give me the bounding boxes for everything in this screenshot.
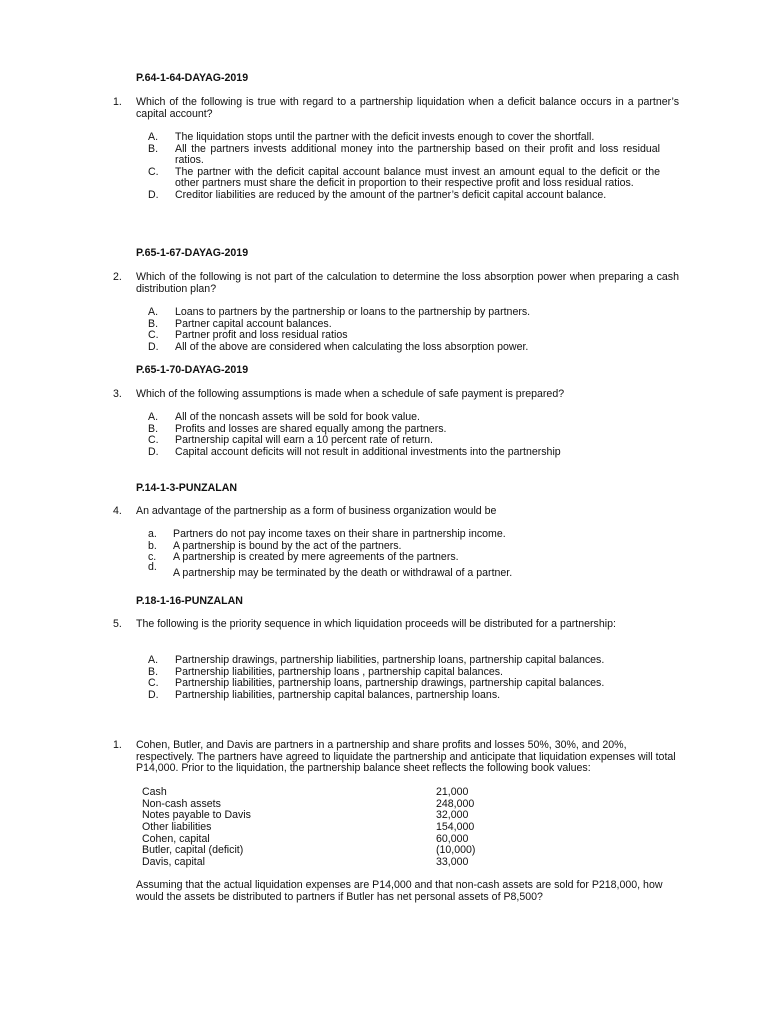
question-1 xyxy=(113,97,679,120)
option: D. Partnership liabilities, partnership capital balances, partnership loans. xyxy=(148,688,501,701)
question-number: 2. xyxy=(113,271,122,283)
balance-row: Cohen, capital 60,000 xyxy=(142,832,469,845)
option: D. All of the above are considered when calculating the loss absorption power. xyxy=(148,340,529,353)
balance-row: Notes payable to Davis 32,000 xyxy=(142,809,469,822)
options-list xyxy=(148,412,660,458)
option: A. Partnership drawings, partnership liabilities, partnership loans, partnership capital balances. xyxy=(148,654,605,666)
option: A. Loans to partners by the partnership or loans to the partnership by partners. xyxy=(148,306,531,318)
option: A. The liquidation stops until the partner with the deficit invests enough to cover the shortfall. xyxy=(148,131,595,143)
followup-text: Assuming that the actual liquidation expenses are P14,000 and that non-cash assets are sold for P218,000, how would the assets be distributed to partners if Butler has net personal assets of P8,500? xyxy=(136,879,663,903)
question-4 xyxy=(113,506,679,518)
option: a. Partners do not pay income taxes on their share in partnership income. xyxy=(148,528,506,540)
option: C. Partnership liabilities, partnership loans, partnership drawings, partnership capital balances. xyxy=(148,677,605,690)
option: B. Partnership liabilities, partnership loans , partnership capital balances. xyxy=(148,665,503,678)
section-heading: P.64-1-64-DAYAG-2019 xyxy=(136,72,249,84)
option: C. Partnership capital will earn a 10 percent rate of return. xyxy=(148,434,433,447)
question-number: 1. xyxy=(113,96,122,108)
question-text: Which of the following is not part of the calculation to determine the loss absorption power when preparing a cash distribution plan? xyxy=(136,271,679,295)
question-text: Which of the following is true with regard to a partnership liquidation when a deficit balance occurs in a partner’s capital account? xyxy=(136,96,679,120)
options-list xyxy=(148,529,660,579)
balance-sheet xyxy=(142,787,502,869)
balance-row: Butler, capital (deficit) (10,000) xyxy=(142,844,476,857)
option: D. Capital account deficits will not result in additional investments into the partnership xyxy=(148,445,561,458)
question-text: The following is the priority sequence in which liquidation proceeds will be distributed for a partnership: xyxy=(136,618,616,630)
options-list xyxy=(148,307,660,353)
option: c. A partnership is created by mere agreements of the partners. xyxy=(148,551,459,564)
balance-row: Non-cash assets 248,000 xyxy=(142,797,475,810)
option: b. A partnership is bound by the act of the partners. xyxy=(148,539,402,552)
option: D. Creditor liabilities are reduced by the amount of the partner’s deficit capital account balance. xyxy=(148,188,607,201)
section-heading: P.18-1-16-PUNZALAN xyxy=(136,595,243,607)
option: C. The partner with the deficit capital account balance must invest an amount equal to the deficit or the other partners must share the deficit in proportion to their respective profit and loss residual ratios. xyxy=(148,165,660,190)
problem-text: Cohen, Butler, and Davis are partners in a partnership and share profits and losses 50%, 30%, and 20%, respectively. The partners have agreed to liquidate the partnership and anticipate that liquidation expenses will total P14,000. Prior to the liquidation, the partnership balance sheet reflects the following book values: xyxy=(136,739,676,775)
options-list xyxy=(148,655,660,701)
question-number: 4. xyxy=(113,505,122,517)
option: B. Profits and losses are shared equally among the partners. xyxy=(148,422,447,435)
balance-row: Davis, capital 33,000 xyxy=(142,856,469,869)
problem-1 xyxy=(113,740,679,775)
question-number: 3. xyxy=(113,388,122,400)
option: B. All the partners invests additional money into the partnership based on their profit and loss residual ratios. xyxy=(148,142,660,167)
problem-followup xyxy=(113,880,679,903)
balance-row: Cash 21,000 xyxy=(142,786,469,798)
question-text: Which of the following assumptions is made when a schedule of safe payment is prepared? xyxy=(136,388,565,400)
question-5 xyxy=(113,619,679,631)
option: C. Partner profit and loss residual ratios xyxy=(148,329,348,342)
question-3 xyxy=(113,389,679,401)
question-2 xyxy=(113,272,679,295)
question-text: An advantage of the partnership as a form of business organization would be xyxy=(136,505,497,517)
section-heading: P.65-1-67-DAYAG-2019 xyxy=(136,247,249,259)
section-heading: P.14-1-3-PUNZALAN xyxy=(136,482,238,494)
option: B. Partner capital account balances. xyxy=(148,317,332,330)
option: A. All of the noncash assets will be sold for book value. xyxy=(148,411,420,423)
options-list xyxy=(148,132,660,202)
section-heading: P.65-1-70-DAYAG-2019 xyxy=(136,364,249,376)
problem-number: 1. xyxy=(113,739,122,751)
option: d. A partnership may be terminated by the death or withdrawal of a partner. xyxy=(148,560,513,579)
balance-row: Other liabilities 154,000 xyxy=(142,821,475,834)
question-number: 5. xyxy=(113,618,122,630)
